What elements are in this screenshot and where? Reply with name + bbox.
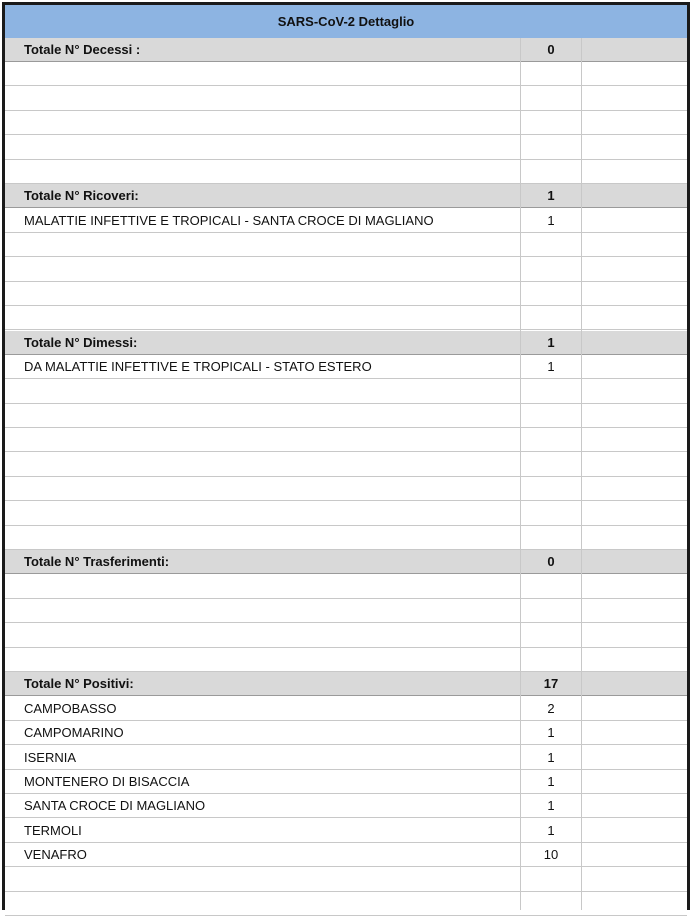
section-total-label: Totale N° Ricoveri: — [24, 188, 139, 204]
empty-row — [5, 404, 687, 428]
empty-row — [5, 428, 687, 452]
row-value: 1 — [547, 774, 555, 789]
table-row — [5, 721, 687, 745]
sheet-margin — [690, 2, 696, 910]
empty-row — [5, 868, 687, 892]
table-row — [5, 697, 687, 721]
row-label: ISERNIA — [24, 749, 77, 765]
empty-row — [5, 477, 687, 501]
section-total-row — [5, 184, 687, 208]
section-total-value: 0 — [547, 42, 555, 57]
row-value — [521, 87, 581, 111]
section-total-value: 1 — [547, 334, 555, 350]
row-label: CAMPOBASSO — [24, 700, 117, 716]
row-label: MONTENERO DI BISACCIA — [24, 774, 190, 789]
section-total-row — [5, 672, 687, 696]
row-label: DA MALATTIE INFETTIVE E TROPICALI - STATO ESTERO — [24, 359, 372, 375]
section-total-row — [5, 38, 687, 62]
empty-row — [5, 502, 687, 526]
row-value — [521, 62, 581, 86]
empty-row — [5, 648, 687, 672]
row-value — [521, 575, 581, 599]
column-divider — [520, 38, 521, 910]
column-divider — [581, 38, 582, 910]
row-value — [521, 306, 581, 330]
row-value — [521, 624, 581, 648]
row-value: 1 — [547, 359, 555, 375]
row-label: SANTA CROCE DI MAGLIANO — [24, 798, 206, 814]
empty-row — [5, 380, 687, 404]
empty-row — [5, 624, 687, 648]
row-value: 1 — [547, 798, 555, 814]
table-row — [5, 746, 687, 770]
table-row — [5, 355, 687, 379]
row-value — [521, 380, 581, 404]
row-value — [521, 233, 581, 257]
empty-row — [5, 233, 687, 257]
row-value — [521, 111, 581, 135]
empty-row — [5, 453, 687, 477]
row-value — [521, 648, 581, 672]
section-total-value: 1 — [547, 188, 555, 204]
table-row — [5, 843, 687, 867]
section-total-value: 17 — [543, 676, 559, 692]
row-value: 1 — [547, 749, 555, 765]
row-value — [521, 477, 581, 501]
row-value — [521, 526, 581, 550]
row-value — [521, 160, 581, 184]
empty-row — [5, 306, 687, 330]
table-row — [5, 209, 687, 233]
empty-row — [5, 599, 687, 623]
empty-row — [5, 160, 687, 184]
row-value — [521, 282, 581, 306]
section-total-value: 0 — [547, 554, 555, 570]
row-value: 1 — [547, 725, 555, 741]
row-value: 10 — [543, 847, 559, 863]
empty-row — [5, 892, 687, 916]
section-total-label: Totale N° Trasferimenti: — [24, 554, 170, 570]
empty-row — [5, 282, 687, 306]
row-value — [521, 502, 581, 526]
row-value — [521, 453, 581, 477]
empty-row — [5, 258, 687, 282]
section-total-label: Totale N° Positivi: — [24, 676, 134, 692]
empty-row — [5, 575, 687, 599]
empty-row — [5, 136, 687, 160]
row-value — [521, 892, 581, 916]
table-row — [5, 819, 687, 843]
row-value — [521, 136, 581, 160]
empty-row — [5, 526, 687, 550]
section-total-label: Totale N° Dimessi: — [24, 334, 138, 350]
row-value — [521, 599, 581, 623]
row-value: 2 — [547, 700, 555, 716]
table-title: SARS-CoV-2 Dettaglio — [5, 5, 687, 39]
section-total-label: Totale N° Decessi : — [24, 42, 141, 57]
row-value — [521, 428, 581, 452]
row-value — [521, 258, 581, 282]
row-label: VENAFRO — [24, 847, 87, 863]
section-total-row — [5, 550, 687, 574]
table-row — [5, 770, 687, 794]
section-total-row — [5, 331, 687, 355]
empty-row — [5, 111, 687, 135]
row-value — [521, 868, 581, 892]
table-border-left — [2, 2, 5, 910]
row-label: TERMOLI — [24, 822, 82, 838]
row-label: MALATTIE INFETTIVE E TROPICALI - SANTA CROCE DI MAGLIANO — [24, 212, 434, 228]
row-value: 1 — [547, 822, 555, 838]
empty-row — [5, 62, 687, 86]
row-label: CAMPOMARINO — [24, 725, 124, 741]
empty-row — [5, 87, 687, 111]
table-row — [5, 794, 687, 818]
row-value — [521, 404, 581, 428]
row-value: 1 — [547, 212, 555, 228]
